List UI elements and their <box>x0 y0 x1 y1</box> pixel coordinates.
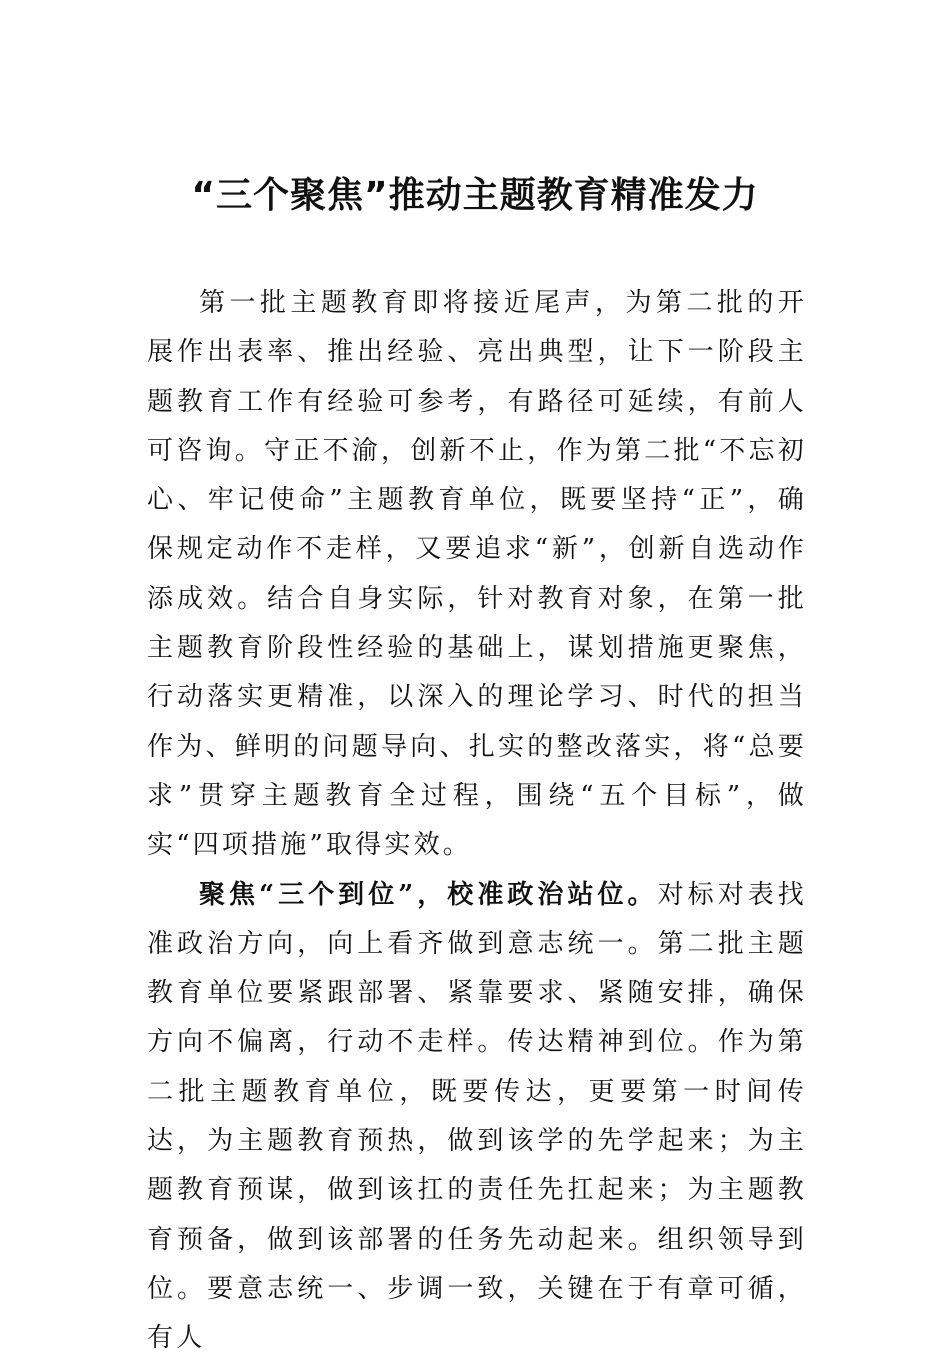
paragraph-lead: 聚焦“三个到位”，校准政治站位。 <box>199 879 658 910</box>
paragraph-intro <box>147 279 807 871</box>
document-body <box>147 279 807 1364</box>
document-title: “三个聚焦”推动主题教育精准发力 <box>191 175 759 216</box>
paragraph-text: 第一批主题教育即将接近尾声，为第二批的开展作出表率、推出经验、亮出典型，让下一阶段主题教育工作有经验可参考，有路径可延续，有前人可咨询。守正不渝，创新不止，作为第二批“不忘初心、牢记使命”主题教育单位，既要坚持“正”，确保规定动作不走样，又要追求“新”，创新自选动作添成效。结合自身实际，针对教育对象，在第一批主题教育阶段性经验的基础上，谋划措施更聚焦，行动落实更精准，以深入的理论学习、时代的担当作为、鲜明的问题导向、扎实的整改落实，将“总要求”贯穿主题教育全过程，围绕“五个目标”，做实“四项措施”取得实效。 <box>147 288 807 861</box>
paragraph-focus-1 <box>147 871 807 1364</box>
paragraph-text: 对标对表找准政治方向，向上看齐做到意志统一。第二批主题教育单位要紧跟部署、紧靠要求、紧随安排，确保方向不偏离，行动不走样。传达精神到位。作为第二批主题教育单位，既要传达，更要第一时间传达，为主题教育预热，做到该学的先学起来；为主题教育预谋，做到该扛的责任先扛起来；为主题教育预备，做到该部署的任务先动起来。组织领导到位。要意志统一、步调一致，关键在于有章可循，有人 <box>147 879 807 1354</box>
